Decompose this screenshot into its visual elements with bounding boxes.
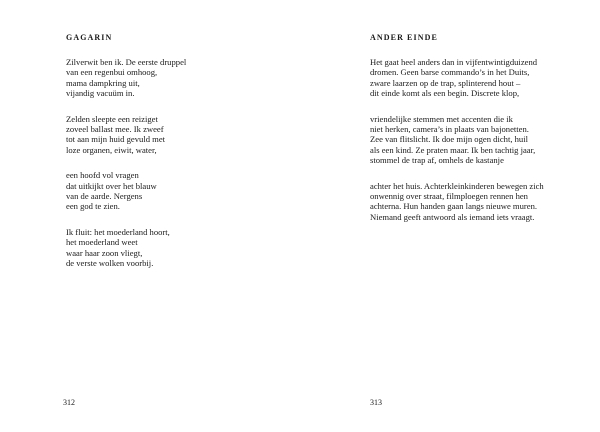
stanza <box>66 57 186 99</box>
poem-line: Zilverwit ben ik. De eerste druppel <box>66 57 187 67</box>
poem-line: tot aan mijn huid gevuld met <box>66 134 166 145</box>
poem-line: Niemand geeft antwoord als iemand iets vraagt. <box>370 211 535 222</box>
right-page <box>300 0 600 432</box>
stanza <box>370 57 544 99</box>
poem-line: onwennig over straat, filmploegen rennen hen <box>370 191 528 202</box>
poem-line: mama dampkring uit, <box>66 77 140 88</box>
poem-line: van een regenbui omhoog, <box>66 67 158 78</box>
stanza <box>66 114 186 156</box>
stanza <box>66 227 186 269</box>
poem-line: zoveel ballast mee. Ik zweef <box>66 124 164 135</box>
poem-line: een god te zien. <box>66 201 120 212</box>
poem-body-gagarin <box>66 57 186 284</box>
poem-line: loze organen, eiwit, water, <box>66 144 157 155</box>
poem-line: vijandig vacuüm in. <box>66 88 135 99</box>
poem-line: van de aarde. Nergens <box>66 191 143 202</box>
stanza <box>370 181 544 223</box>
poem-line: vriendelijke stemmen met accenten die ik <box>370 113 513 124</box>
poem-line: dromen. Geen barse commando’s in het Duits, <box>370 67 530 78</box>
poem-line: Het gaat heel anders dan in vijfentwintigduizend <box>370 57 538 67</box>
poem-line: niet herken, camera’s in plaats van bajonetten. <box>370 124 529 135</box>
poem-line: stommel de trap af, omhels de kastanje <box>370 155 504 166</box>
poem-line: achterna. Hun handen gaan langs nieuwe muren. <box>370 201 538 212</box>
poem-line: zware laarzen op de trap, splinterend hout – <box>370 77 521 88</box>
poem-line: de verste wolken voorbij. <box>66 258 154 269</box>
stanza <box>66 170 186 212</box>
page-number-right: 313 <box>370 398 382 407</box>
poem-line: waar haar zoon vliegt, <box>66 247 143 258</box>
page-number-left: 312 <box>63 398 75 407</box>
poem-line: dat uitkijkt over het blauw <box>66 180 157 191</box>
poem-line: het moederland weet <box>66 237 138 248</box>
poem-body-ander-einde <box>370 57 544 237</box>
poem-title-gagarin: GAGARIN <box>66 33 113 42</box>
stanza <box>370 114 544 166</box>
poem-line: dit einde komt als een begin. Discrete klop, <box>370 88 520 99</box>
poem-line: een hoofd vol vragen <box>66 170 139 181</box>
poem-line: Ik fluit: het moederland hoort, <box>66 226 170 237</box>
poem-line: achter het huis. Achterkleinkinderen bewegen zich <box>370 180 544 191</box>
poem-title-ander-einde: ANDER EINDE <box>370 33 438 42</box>
poem-line: als een kind. Ze praten maar. Ik ben tachtig jaar, <box>370 144 536 155</box>
poem-line: Zee van flitslicht. Ik doe mijn ogen dicht, huil <box>370 134 528 145</box>
poem-line: Zelden sleepte een reiziget <box>66 113 158 124</box>
